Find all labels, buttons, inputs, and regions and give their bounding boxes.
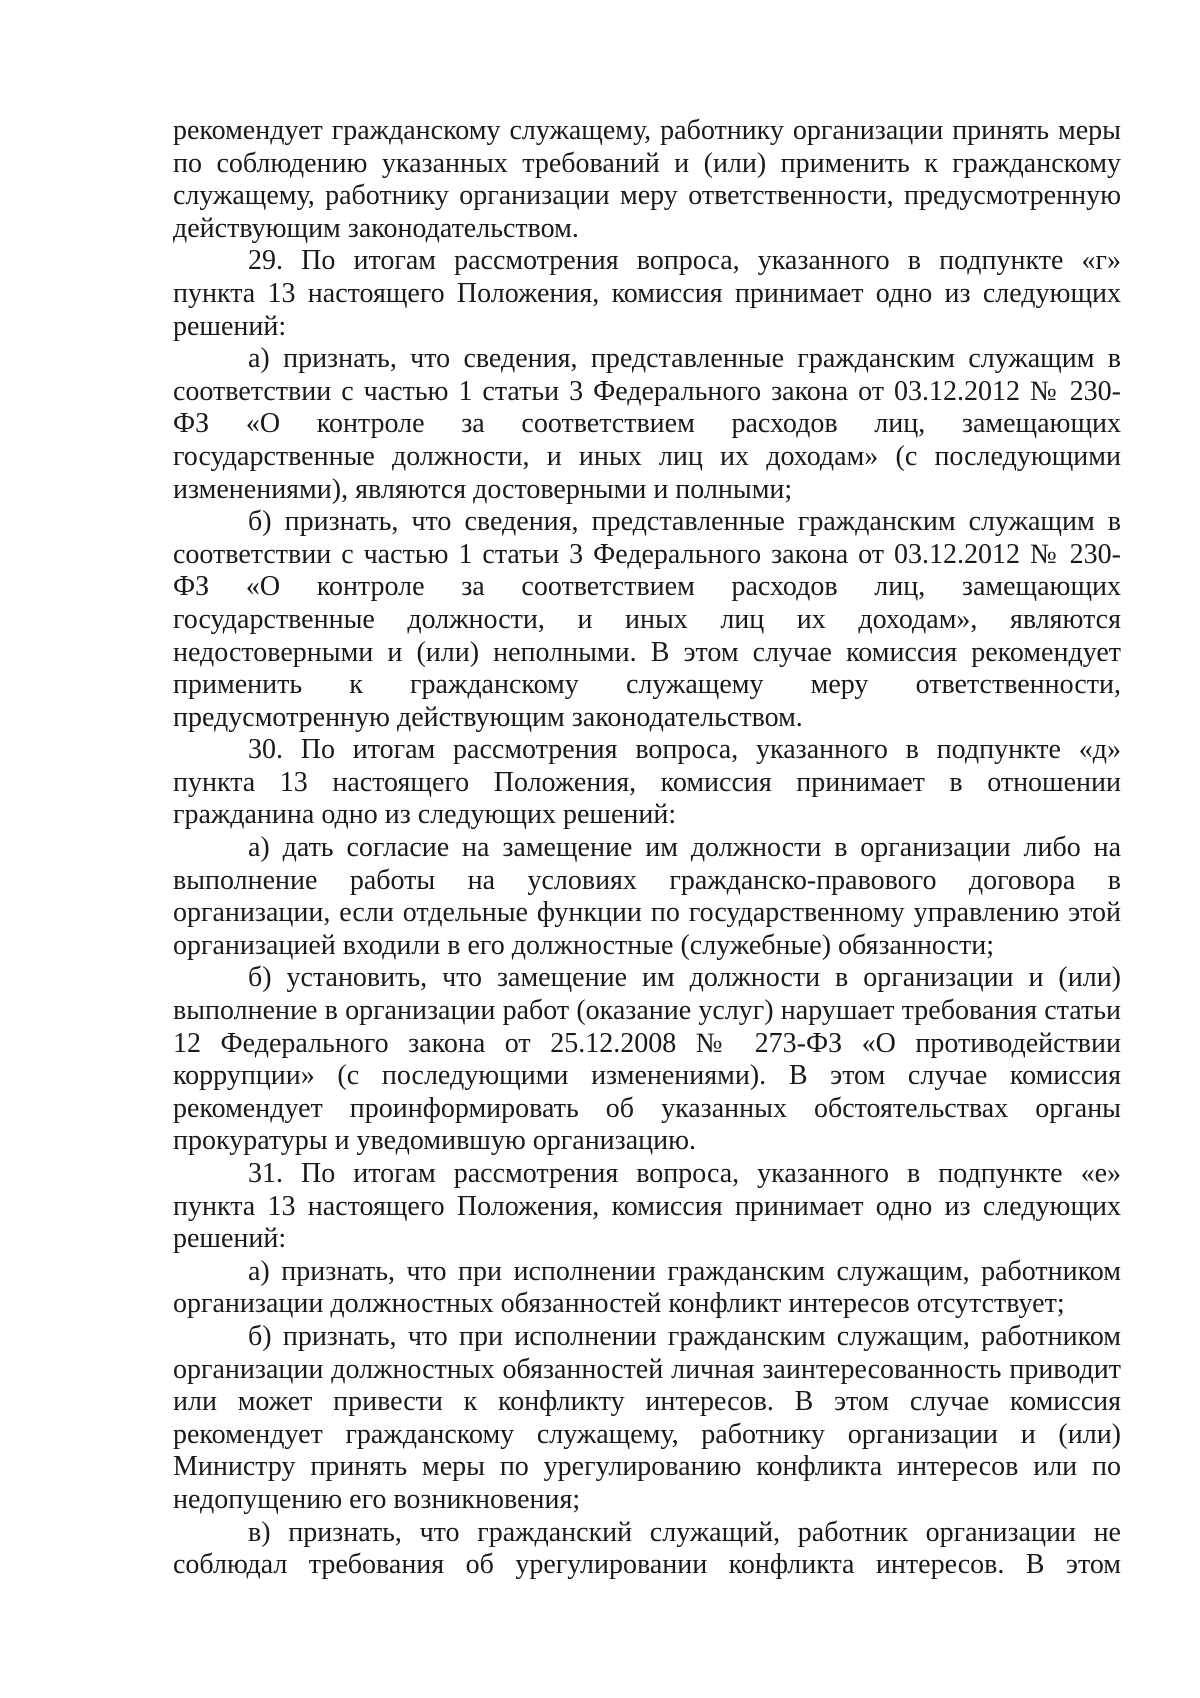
paragraph-29-b: б) признать, что сведения, представленные гражданским служащим в соответствии с частью 1 статьи 3 Федерального закона от 03.12.2012 № 230-ФЗ «О контроле за соответствием расходов лиц, замещающих государственные должности, и иных лиц их доходам», являются недостоверными и (или) неполными. В этом случае комиссия рекомендует применить к гражданскому служащему меру ответственности, предусмотренную действующим законодательством. xyxy=(173,506,1121,733)
paragraph-30-a: а) дать согласие на замещение им должности в организации либо на выполнение работы на условиях гражданско-правового договора в организации, если отдельные функции по государственному управлению этой организацией входили в его должностные (служебные) обязанности; xyxy=(173,832,1121,961)
paragraph-31-a: а) признать, что при исполнении гражданским служащим, работником организации должностных обязанностей конфликт интересов отсутствует; xyxy=(173,1255,1121,1320)
paragraph-29-a: а) признать, что сведения, представленные гражданским служащим в соответствии с частью 1 статьи 3 Федерального закона от 03.12.2012 № 230-ФЗ «О контроле за соответствием расходов лиц, замещающих государственные должности, и иных лиц их доходам» (с последующими изменениями), являются достоверными и полными; xyxy=(173,343,1121,505)
paragraph-31-b: б) признать, что при исполнении гражданским служащим, работником организации должностных обязанностей личная заинтересованность приводит или может привести к конфликту интересов. В этом случае комиссия рекомендует гражданскому служащему, работнику организации и (или) Министру принять меры по урегулированию конфликта интересов или по недопущению его возникновения; xyxy=(173,1320,1121,1515)
paragraph-continuation: рекомендует гражданскому служащему, работнику организации принять меры по соблюдению указанных требований и (или) применить к гражданскому служащему, работнику организации меру ответственности, предусмотренную действующим законодательством. xyxy=(173,115,1121,244)
document-page xyxy=(173,115,1121,1582)
paragraph-29: 29. По итогам рассмотрения вопроса, указанного в подпункте «г» пункта 13 настоящего Положения, комиссия принимает одно из следующих решений: xyxy=(173,245,1121,342)
paragraph-31: 31. По итогам рассмотрения вопроса, указанного в подпункте «е» пункта 13 настоящего Положения, комиссия принимает одно из следующих решений: xyxy=(173,1158,1121,1255)
paragraph-31-v: в) признать, что гражданский служащий, работник организации не соблюдал требования об урегулировании конфликта интересов. В этом xyxy=(173,1516,1121,1581)
paragraph-30-b: б) установить, что замещение им должности в организации и (или) выполнение в организации работ (оказание услуг) нарушает требования статьи 12 Федерального закона от 25.12.2008 № 273-ФЗ «О противодействии коррупции» (с последующими изменениями). В этом случае комиссия рекомендует проинформировать об указанных обстоятельствах органы прокуратуры и уведомившую организацию. xyxy=(173,962,1121,1157)
paragraph-30: 30. По итогам рассмотрения вопроса, указанного в подпункте «д» пункта 13 настоящего Положения, комиссия принимает в отношении гражданина одно из следующих решений: xyxy=(173,734,1121,831)
